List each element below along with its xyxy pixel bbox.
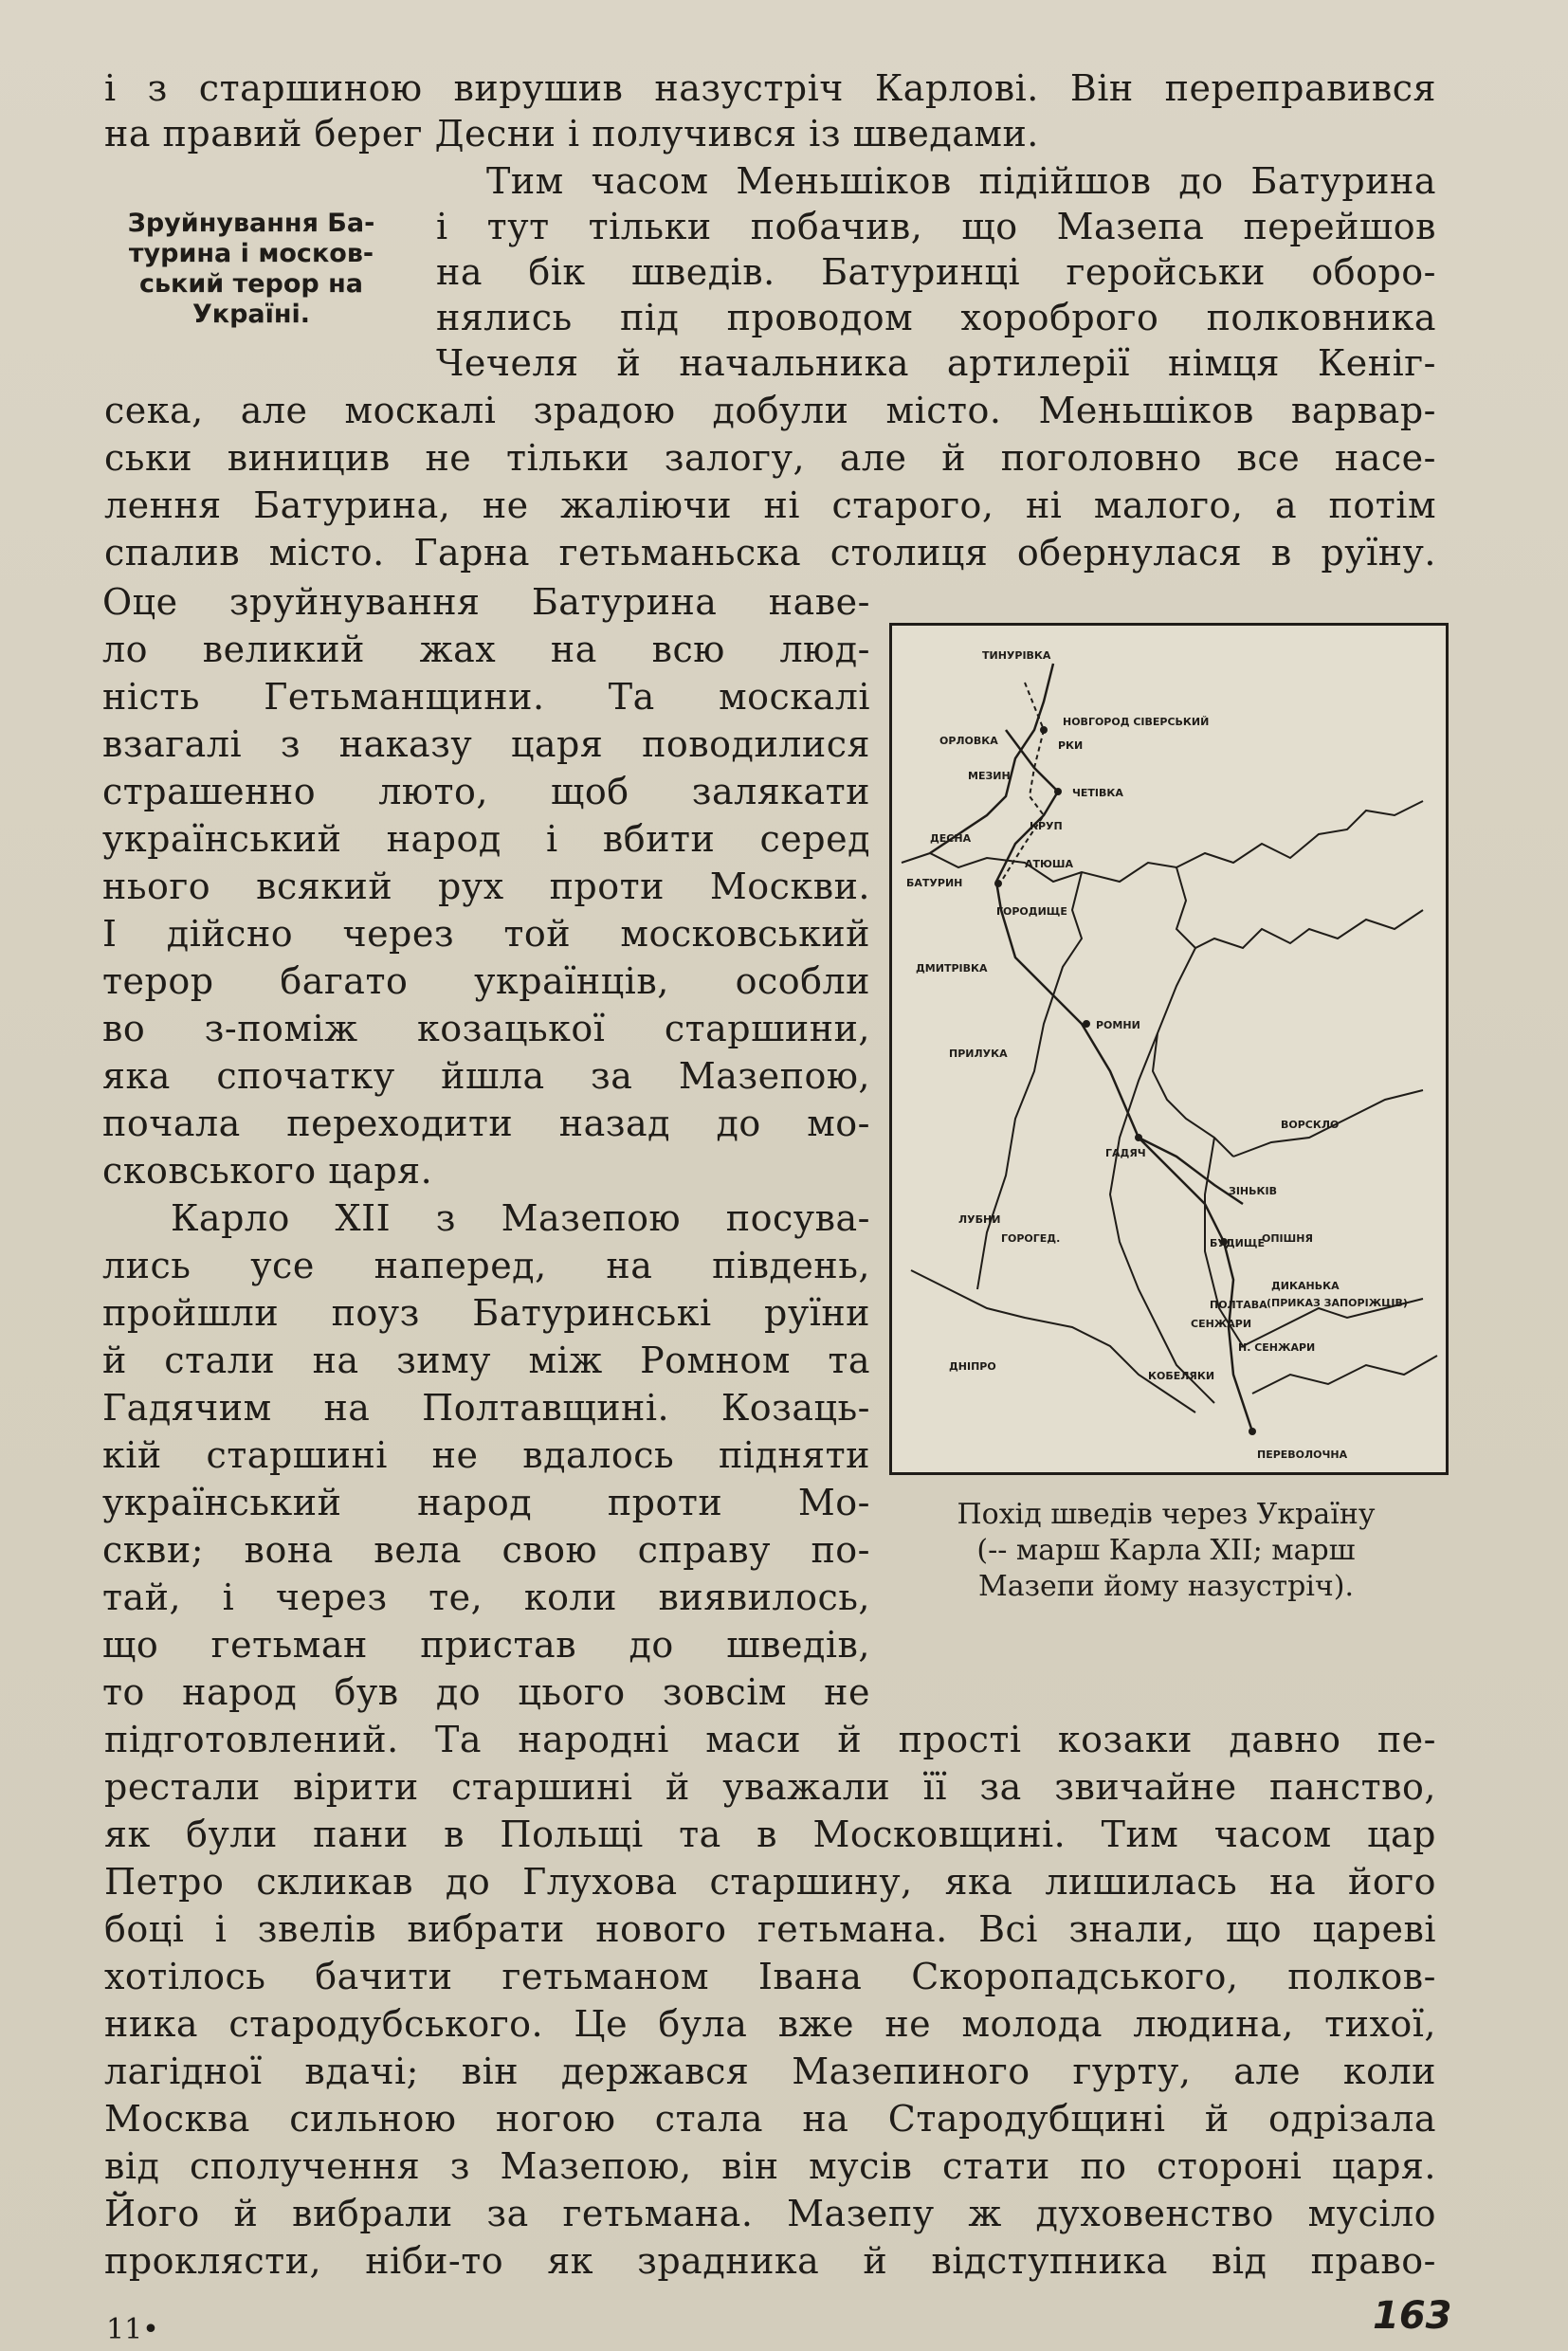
text-line: ськи виницив не тільки залогу, але й поголовно все насе- [104, 437, 1436, 479]
text-line: ність Гетьманщини. Та москалі [102, 676, 870, 718]
text-line: Оце зруйнування Батурина наве- [102, 581, 870, 623]
border-line [1153, 948, 1233, 1157]
town-dot [1249, 1428, 1256, 1435]
text-line: ника стародубського. Це була вже не молода людина, тихої, [104, 2003, 1436, 2045]
text-line: почала переходити назад до мо- [102, 1103, 870, 1144]
text-line: Гадячим на Полтавщині. Козаць- [102, 1387, 870, 1429]
map-label: ДМИТРІВКА [916, 962, 988, 975]
text-line: й стали на зиму між Ромном та [102, 1340, 870, 1381]
map-label: ПРИЛУКА [949, 1048, 1008, 1060]
map-label: ГАДЯЧ [1105, 1147, 1146, 1159]
border-line [977, 872, 1082, 1289]
text-line: тай, і через те, коли виявилось, [102, 1576, 870, 1618]
text-line: український народ і вбити серед [102, 818, 870, 860]
map-label: НОВГОРОД СІВЕРСЬКИЙ [1063, 716, 1210, 728]
map-label: КРУП [1030, 820, 1063, 832]
map-label: (ПРИКАЗ ЗАПОРІЖЦІВ) [1267, 1297, 1408, 1309]
border-line [1176, 867, 1423, 948]
text-line: страшенно люто, щоб залякати [102, 771, 870, 812]
text-line: І дійсно через той московський [102, 913, 870, 955]
map-label: ЛУБНИ [958, 1213, 1001, 1226]
border-line [902, 801, 1423, 882]
map-figure [889, 623, 1449, 1475]
map-label: Н. СЕНЖАРИ [1238, 1341, 1316, 1354]
map-label: АТЮША [1025, 858, 1074, 870]
map-label: КОБЕЛЯКИ [1148, 1370, 1215, 1382]
map-label: ГОРОГЕД. [1001, 1232, 1061, 1245]
text-line: Його й вибрали за гетьмана. Мазепу ж духовенство мусіло [104, 2193, 1436, 2234]
text-line: яка спочатку йшла за Мазепою, [102, 1055, 870, 1097]
map-label: ДНІПРО [949, 1360, 996, 1373]
town-dot [994, 880, 1002, 887]
text-line: сека, але москалі зрадою добули місто. Меньшіков варвар- [104, 390, 1436, 431]
page-number: 163 [1373, 2294, 1452, 2338]
margin-note [95, 209, 408, 330]
text-line: терор багато українців, особли [102, 960, 870, 1002]
text-line: Москва сильною ногою стала на Стародубщині й одрізала [104, 2098, 1436, 2140]
margin-note-line: ський терор на [138, 269, 364, 299]
map-caption-line: Мазепи йому назустріч). [978, 1570, 1354, 1603]
text-line: ло великий жах на всю люд- [102, 629, 870, 670]
map-label: РОМНИ [1096, 1019, 1140, 1031]
border-line [911, 1270, 1195, 1412]
text-line: і тут тільки побачив, що Мазепа перейшов [436, 206, 1436, 247]
map-label: ЧЕТІВКА [1072, 787, 1123, 799]
map-label: ТИНУРІВКА [982, 649, 1051, 662]
map-label: ПЕРЕВОЛОЧНА [1257, 1449, 1348, 1461]
map-label: МЕЗИН [968, 770, 1011, 782]
margin-note-line: Україні. [191, 300, 311, 329]
town-dot [1083, 1020, 1090, 1028]
text-line: сковського царя. [102, 1150, 433, 1192]
text-line: і з старшиною вирушив назустріч Карлові. Він переправився [104, 67, 1436, 109]
text-line: то народ був до цього зовсім не [102, 1671, 870, 1713]
route-mazepa [1139, 1138, 1243, 1204]
map-caption-line: Похід шведів через Україну [957, 1498, 1376, 1531]
text-line: хотілось бачити гетьманом Івана Скоропадського, полков- [104, 1956, 1436, 1997]
map-label: ДЕСНА [930, 832, 972, 845]
text-line: спалив місто. Гарна гетьманьска столиця обернулася в руїну. [104, 532, 1436, 574]
map-caption-line: (-- марш Карла XII; марш [976, 1534, 1356, 1567]
text-line: український народ проти Мо- [102, 1482, 870, 1523]
town-dot [1054, 788, 1062, 795]
map-label: ПОЛТАВА [1210, 1299, 1267, 1311]
text-line: лагідної вдачі; він держався Мазепиного гурту, але коли [104, 2050, 1436, 2092]
text-line: рестали вірити старшині й уважали її за звичайне панство, [104, 1766, 1436, 1808]
map-label: ВОРСКЛО [1281, 1119, 1340, 1131]
map-label: ГОРОДИЩЕ [996, 905, 1067, 918]
text-line: проклясти, ніби-то як зрадника й відступника від право- [104, 2240, 1436, 2282]
text-line: на бік шведів. Батуринці геройськи оборо- [436, 251, 1436, 293]
map-label: ЗІНЬКІВ [1229, 1185, 1277, 1197]
map-label: ДИКАНЬКА [1271, 1280, 1340, 1292]
map-label: ОПІШНЯ [1262, 1232, 1313, 1245]
map-label: БАТУРИН [906, 877, 963, 889]
margin-note-line: турина і москов- [128, 239, 374, 268]
text-line: кій старшині не вдалось підняти [102, 1434, 870, 1476]
border-line [1252, 1356, 1437, 1394]
text-line: скви; вона вела свою справу по- [102, 1529, 870, 1571]
text-line: взагалі з наказу царя поводилися [102, 723, 870, 765]
text-line: Чечеля й начальника артилерії німця Кеніг- [436, 342, 1436, 384]
text-line: що гетьман пристав до шведів, [102, 1624, 870, 1666]
route-charles [1001, 683, 1044, 882]
town-dot [1135, 1134, 1142, 1141]
text-line: нього всякий рух проти Москви. [102, 866, 870, 907]
text-line: підготовлений. Та народні маси й прості козаки давно пе- [104, 1719, 1436, 1760]
text-line: Тим часом Меньшіков підійшов до Батурина [486, 160, 1436, 202]
map-label: БУДИЩЕ [1210, 1237, 1265, 1249]
text-line: пройшли поуз Батуринські руїни [102, 1292, 870, 1334]
route-map [892, 626, 1446, 1472]
map-label: РКИ [1058, 739, 1084, 752]
text-line: лись усе наперед, на південь, [102, 1245, 870, 1286]
text-line: Карло XII з Мазепою посува- [171, 1197, 870, 1239]
text-line: лення Батурина, не жаліючи ні старого, ні малого, а потім [104, 484, 1436, 526]
map-label: ОРЛОВКА [939, 735, 998, 747]
text-line: Петро скликав до Глухова старшину, яка лишилась на його [104, 1861, 1436, 1903]
text-line: боці і звелів вибрати нового гетьмана. Всі знали, що цареві [104, 1908, 1436, 1950]
map-label: СЕНЖАРИ [1191, 1318, 1252, 1330]
text-line: як були пани в Польщі та в Московщині. Тим часом цар [104, 1813, 1436, 1855]
signature-mark: 11• [106, 2313, 159, 2346]
text-line: на правий берег Десни і получився із шведами. [104, 113, 1039, 155]
margin-note-line: Зруйнування Ба- [127, 209, 375, 238]
text-line: нялись під проводом хороброго полковника [436, 297, 1436, 338]
town-dot [1040, 726, 1048, 734]
text-line: во з-поміж козацької старшини, [102, 1008, 870, 1049]
text-line: від сполучення з Мазепою, він мусів стати по стороні царя. [104, 2145, 1436, 2187]
